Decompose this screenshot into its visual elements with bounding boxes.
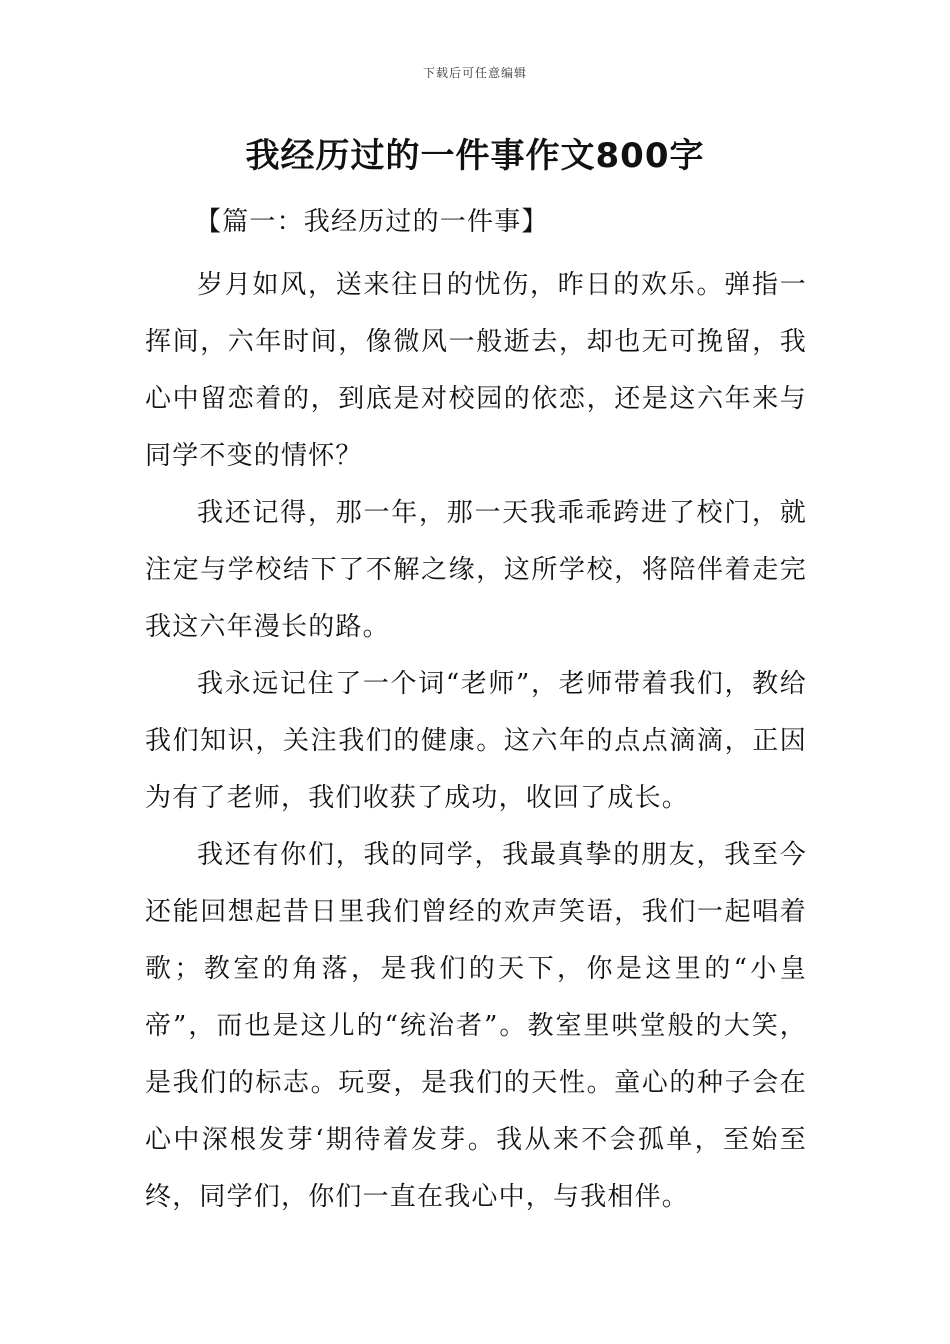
document-body [145, 200, 807, 1226]
header-note: 下载后可任意编辑 [422, 66, 527, 80]
paragraph-4: 我还有你们，我的同学，我最真挚的朋友，我至今还能回想起昔日里我们曾经的欢声笑语，我们一起唱着歌；教室的角落，是我们的天下，你是这里的“小皇帝”，而也是这儿的“统治者”。教室里哄堂般的大笑，是我们的标志。玩耍，是我们的天性。童心的种子会在心中深根发芽‘期待着发芽。我从来不会孤单，至始至终，同学们，你们一直在我心中，与我相伴。 [145, 840, 807, 1212]
paragraph-2: 我还记得，那一年，那一天我乖乖跨进了校门，就注定与学校结下了不解之缘，这所学校，将陪伴着走完我这六年漫长的路。 [145, 498, 807, 642]
document-title: 我经历过的一件事作文800字 [245, 136, 705, 176]
paragraph-3: 我永远记住了一个词“老师”，老师带着我们，教给我们知识，关注我们的健康。这六年的点点滴滴，正因为有了老师，我们收获了成功，收回了成长。 [145, 669, 807, 813]
paragraph-1: 岁月如风，送来往日的忧伤，昨日的欢乐。弹指一挥间，六年时间，像微风一般逝去，却也无可挽留，我心中留恋着的，到底是对校园的依恋，还是这六年来与同学不变的情怀？ [145, 270, 807, 471]
section-heading: 【篇一：我经历过的一件事】 [195, 207, 549, 237]
